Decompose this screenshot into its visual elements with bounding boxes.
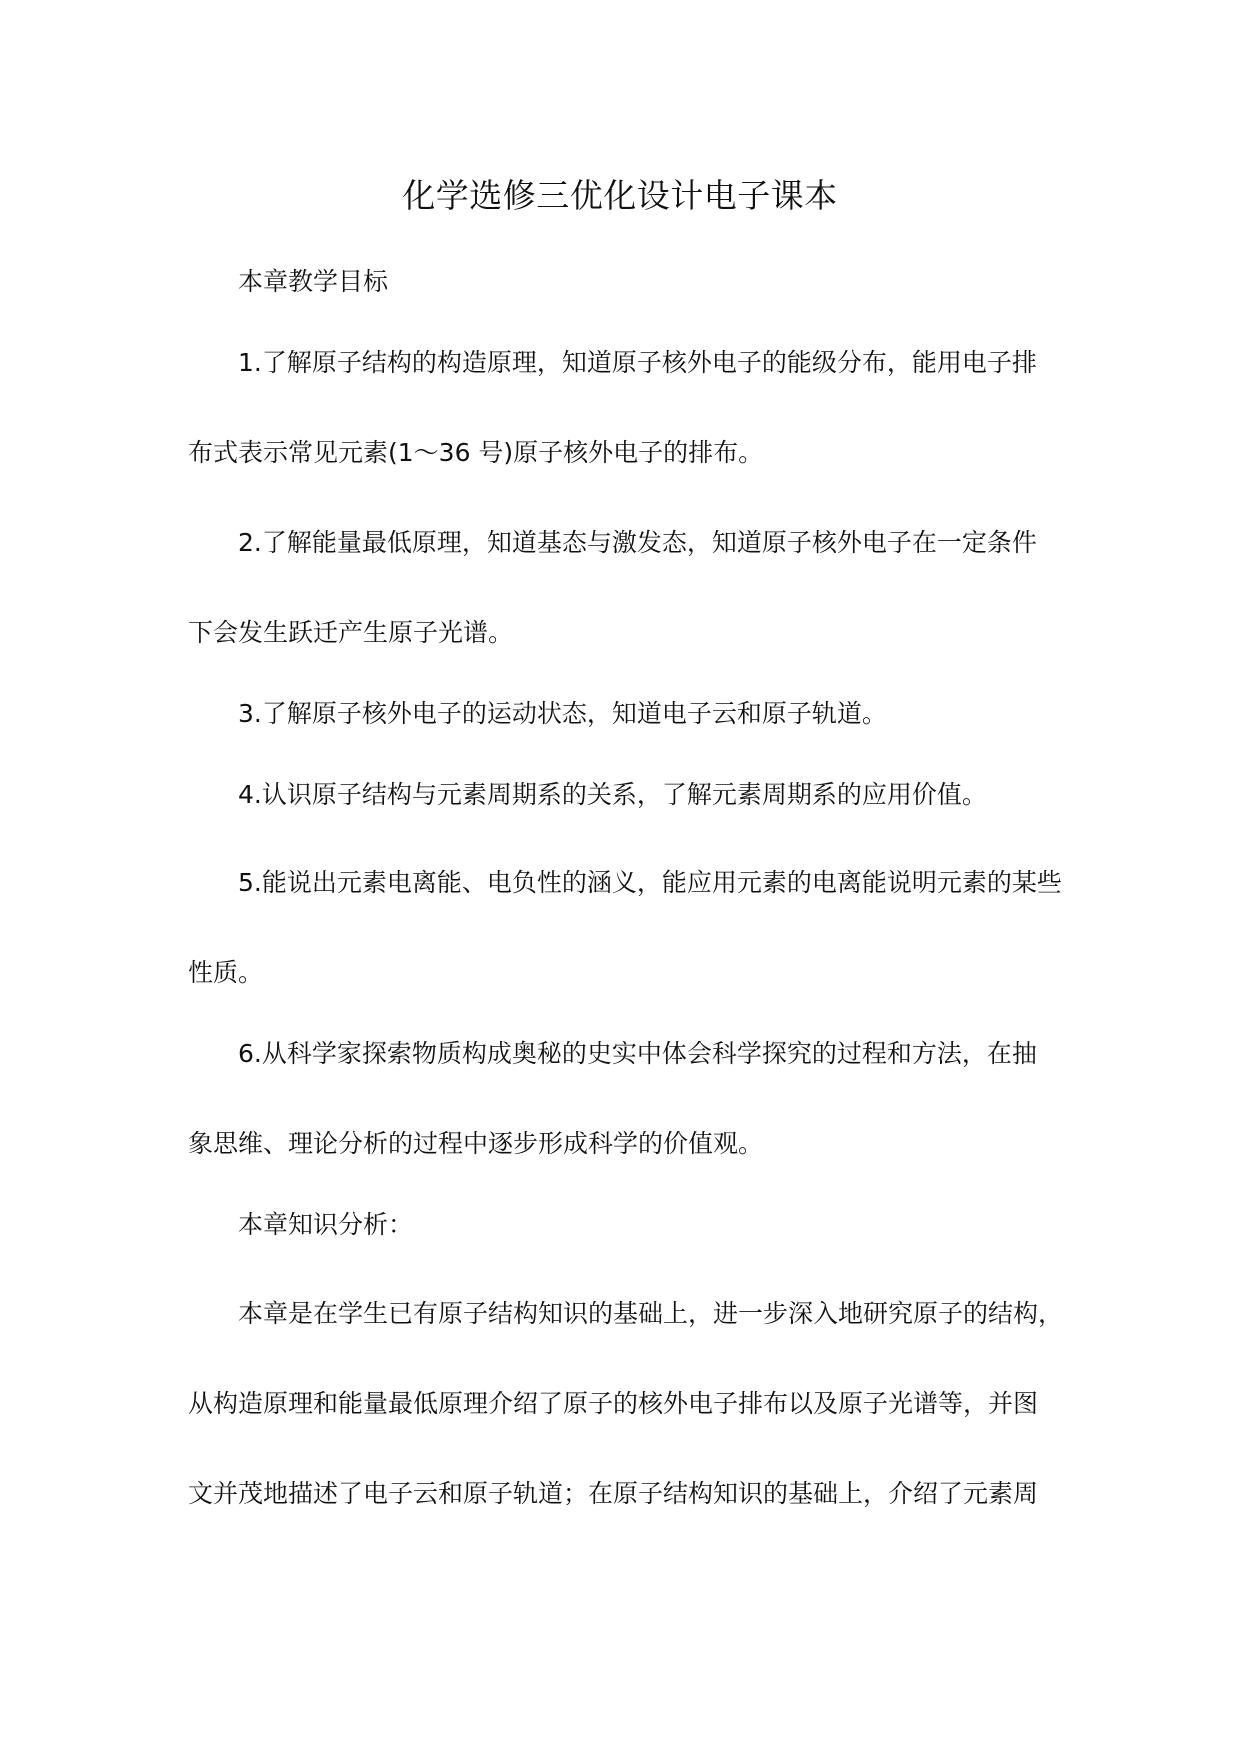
paragraph-line: 象思维、理论分析的过程中逐步形成科学的价值观。 bbox=[188, 1129, 764, 1158]
paragraph-line: 6.从科学家探索物质构成奥秘的史实中体会科学探究的过程和方法，在抽 bbox=[238, 1039, 1037, 1068]
paragraph-line: 从构造原理和能量最低原理介绍了原子的核外电子排布以及原子光谱等，并图 bbox=[188, 1389, 1039, 1418]
paragraph-line: 5.能说出元素电离能、电负性的涵义，能应用元素的电离能说明元素的某些 bbox=[238, 868, 1062, 897]
paragraph-line: 下会发生跃迁产生原子光谱。 bbox=[188, 618, 514, 647]
paragraph-line: 2.了解能量最低原理，知道基态与激发态，知道原子核外电子在一定条件 bbox=[238, 528, 1037, 557]
paragraph-line: 4.认识原子结构与元素周期系的关系，了解元素周期系的应用价值。 bbox=[238, 780, 987, 809]
paragraph-line: 性质。 bbox=[188, 958, 264, 987]
paragraph-line: 1.了解原子结构的构造原理，知道原子核外电子的能级分布，能用电子排 bbox=[238, 348, 1037, 377]
paragraph-line: 3.了解原子核外电子的运动状态，知道电子云和原子轨道。 bbox=[238, 699, 887, 728]
document-title: 化学选修三优化设计电子课本 bbox=[402, 176, 838, 215]
paragraph-line: 本章是在学生已有原子结构知识的基础上，进一步深入地研究原子的结构， bbox=[238, 1299, 1064, 1328]
section-heading-objectives: 本章教学目标 bbox=[238, 267, 389, 296]
section-heading-analysis: 本章知识分析： bbox=[238, 1210, 414, 1239]
paragraph-line: 布式表示常见元素(1～36 号)原子核外电子的排布。 bbox=[188, 438, 764, 467]
paragraph-line: 文并茂地描述了电子云和原子轨道；在原子结构知识的基础上，介绍了元素周 bbox=[188, 1479, 1039, 1508]
